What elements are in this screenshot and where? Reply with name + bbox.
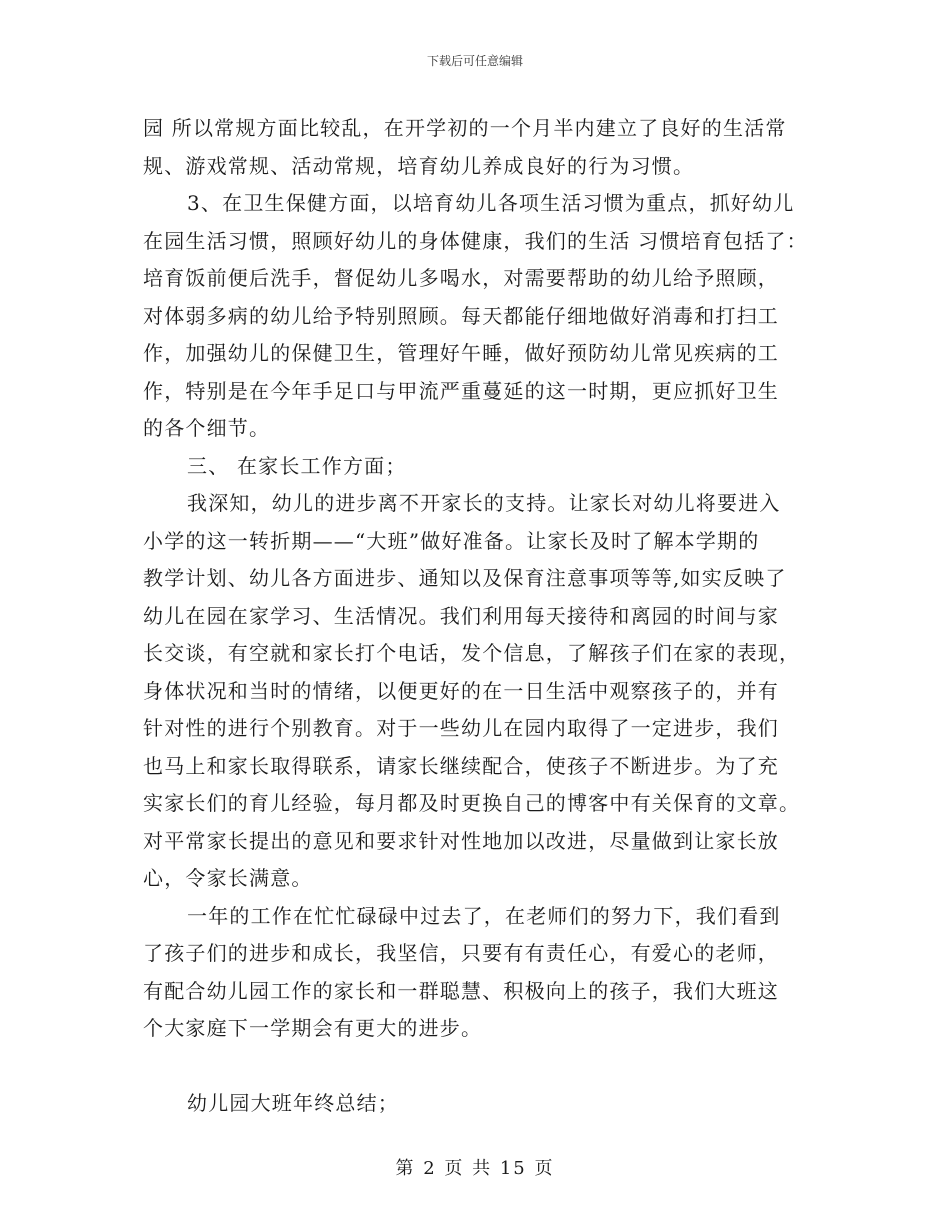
- text-line: 对平常家长提出的意见和要求针对性地加以改进，尽量做到让家长放: [143, 828, 779, 853]
- paragraph-gap: [143, 1048, 823, 1085]
- paragraph-start: 3、在卫生保健方面，以培育幼儿各项生活习惯为重点，抓好幼儿: [187, 191, 795, 215]
- text-line: 教学计划、幼儿各方面进步、通知以及保育注意事项等等,如实反映了: [143, 566, 787, 590]
- paragraph-start: 一年的工作在忙忙碌碌中过去了，在老师们的努力下，我们看到: [187, 903, 781, 928]
- text-line: 在园生活习惯，照顾好幼儿的身体健康，我们的生活 习惯培育包括了：: [143, 228, 808, 253]
- document-body: [143, 110, 823, 1122]
- text-line: 针对性的进行个别教育。对于一些幼儿在园内取得了一定进步，我们: [143, 716, 779, 740]
- text-line: 的各个细节。: [143, 416, 271, 440]
- text-line: 小学的这一转折期——“大班”做好准备。让家长及时了解本学期的: [143, 528, 760, 553]
- text-line: 实家长们的育儿经验，每月都及时更换自己的博客中有关保育的文章。: [143, 791, 801, 815]
- section-heading: 三、 在家长工作方面；: [187, 453, 407, 478]
- text-line: 有配合幼儿园工作的家长和一群聪慧、积极向上的孩子，我们大班这: [143, 978, 779, 1003]
- text-line: 身体状况和当时的情绪，以便更好的在一日生活中观察孩子的，并有: [143, 678, 779, 703]
- text-line: 规、游戏常规、活动常规，培育幼儿养成良好的行为习惯。: [143, 153, 695, 178]
- text-line: 个大家庭下一学期会有更大的进步。: [143, 1016, 483, 1040]
- text-line: 了孩子们的进步和成长，我坚信，只要有有责任心，有爱心的老师，: [143, 941, 779, 965]
- text-line: 长交谈，有空就和家长打个电话，发个信息，了解孩子们在家的表现，: [143, 641, 801, 665]
- section-title: 幼儿园大班年终总结；: [187, 1090, 399, 1115]
- text-line: 对体弱多病的幼儿给予特别照顾。每天都能仔细地做好消毒和打扫工: [143, 303, 779, 328]
- text-line: 作，特别是在今年手足口与甲流严重蔓延的这一时期，更应抓好卫生: [143, 378, 779, 403]
- paragraph-start: 我深知，幼儿的进步离不开家长的支持。让家长对幼儿将要进入: [187, 491, 781, 515]
- text-line: 园 所以常规方面比较乱，在开学初的一个月半内建立了良好的生活常: [143, 116, 787, 140]
- text-line: 培育饭前便后洗手，督促幼儿多喝水，对需要帮助的幼儿给予照顾，: [143, 266, 779, 290]
- page-header: 下载后可任意编辑: [426, 54, 523, 68]
- text-line: 也马上和家长取得联系，请家长继续配合，使孩子不断进步。为了充: [143, 753, 779, 778]
- page-footer: 第 2 页 共 15 页: [395, 1158, 555, 1179]
- text-line: 幼儿在园在家学习、生活情况。我们利用每天接待和离园的时间与家: [143, 603, 779, 628]
- text-line: 作，加强幼儿的保健卫生，管理好午睡，做好预防幼儿常见疾病的工: [143, 341, 779, 365]
- text-line: 心，令家长满意。: [143, 866, 313, 890]
